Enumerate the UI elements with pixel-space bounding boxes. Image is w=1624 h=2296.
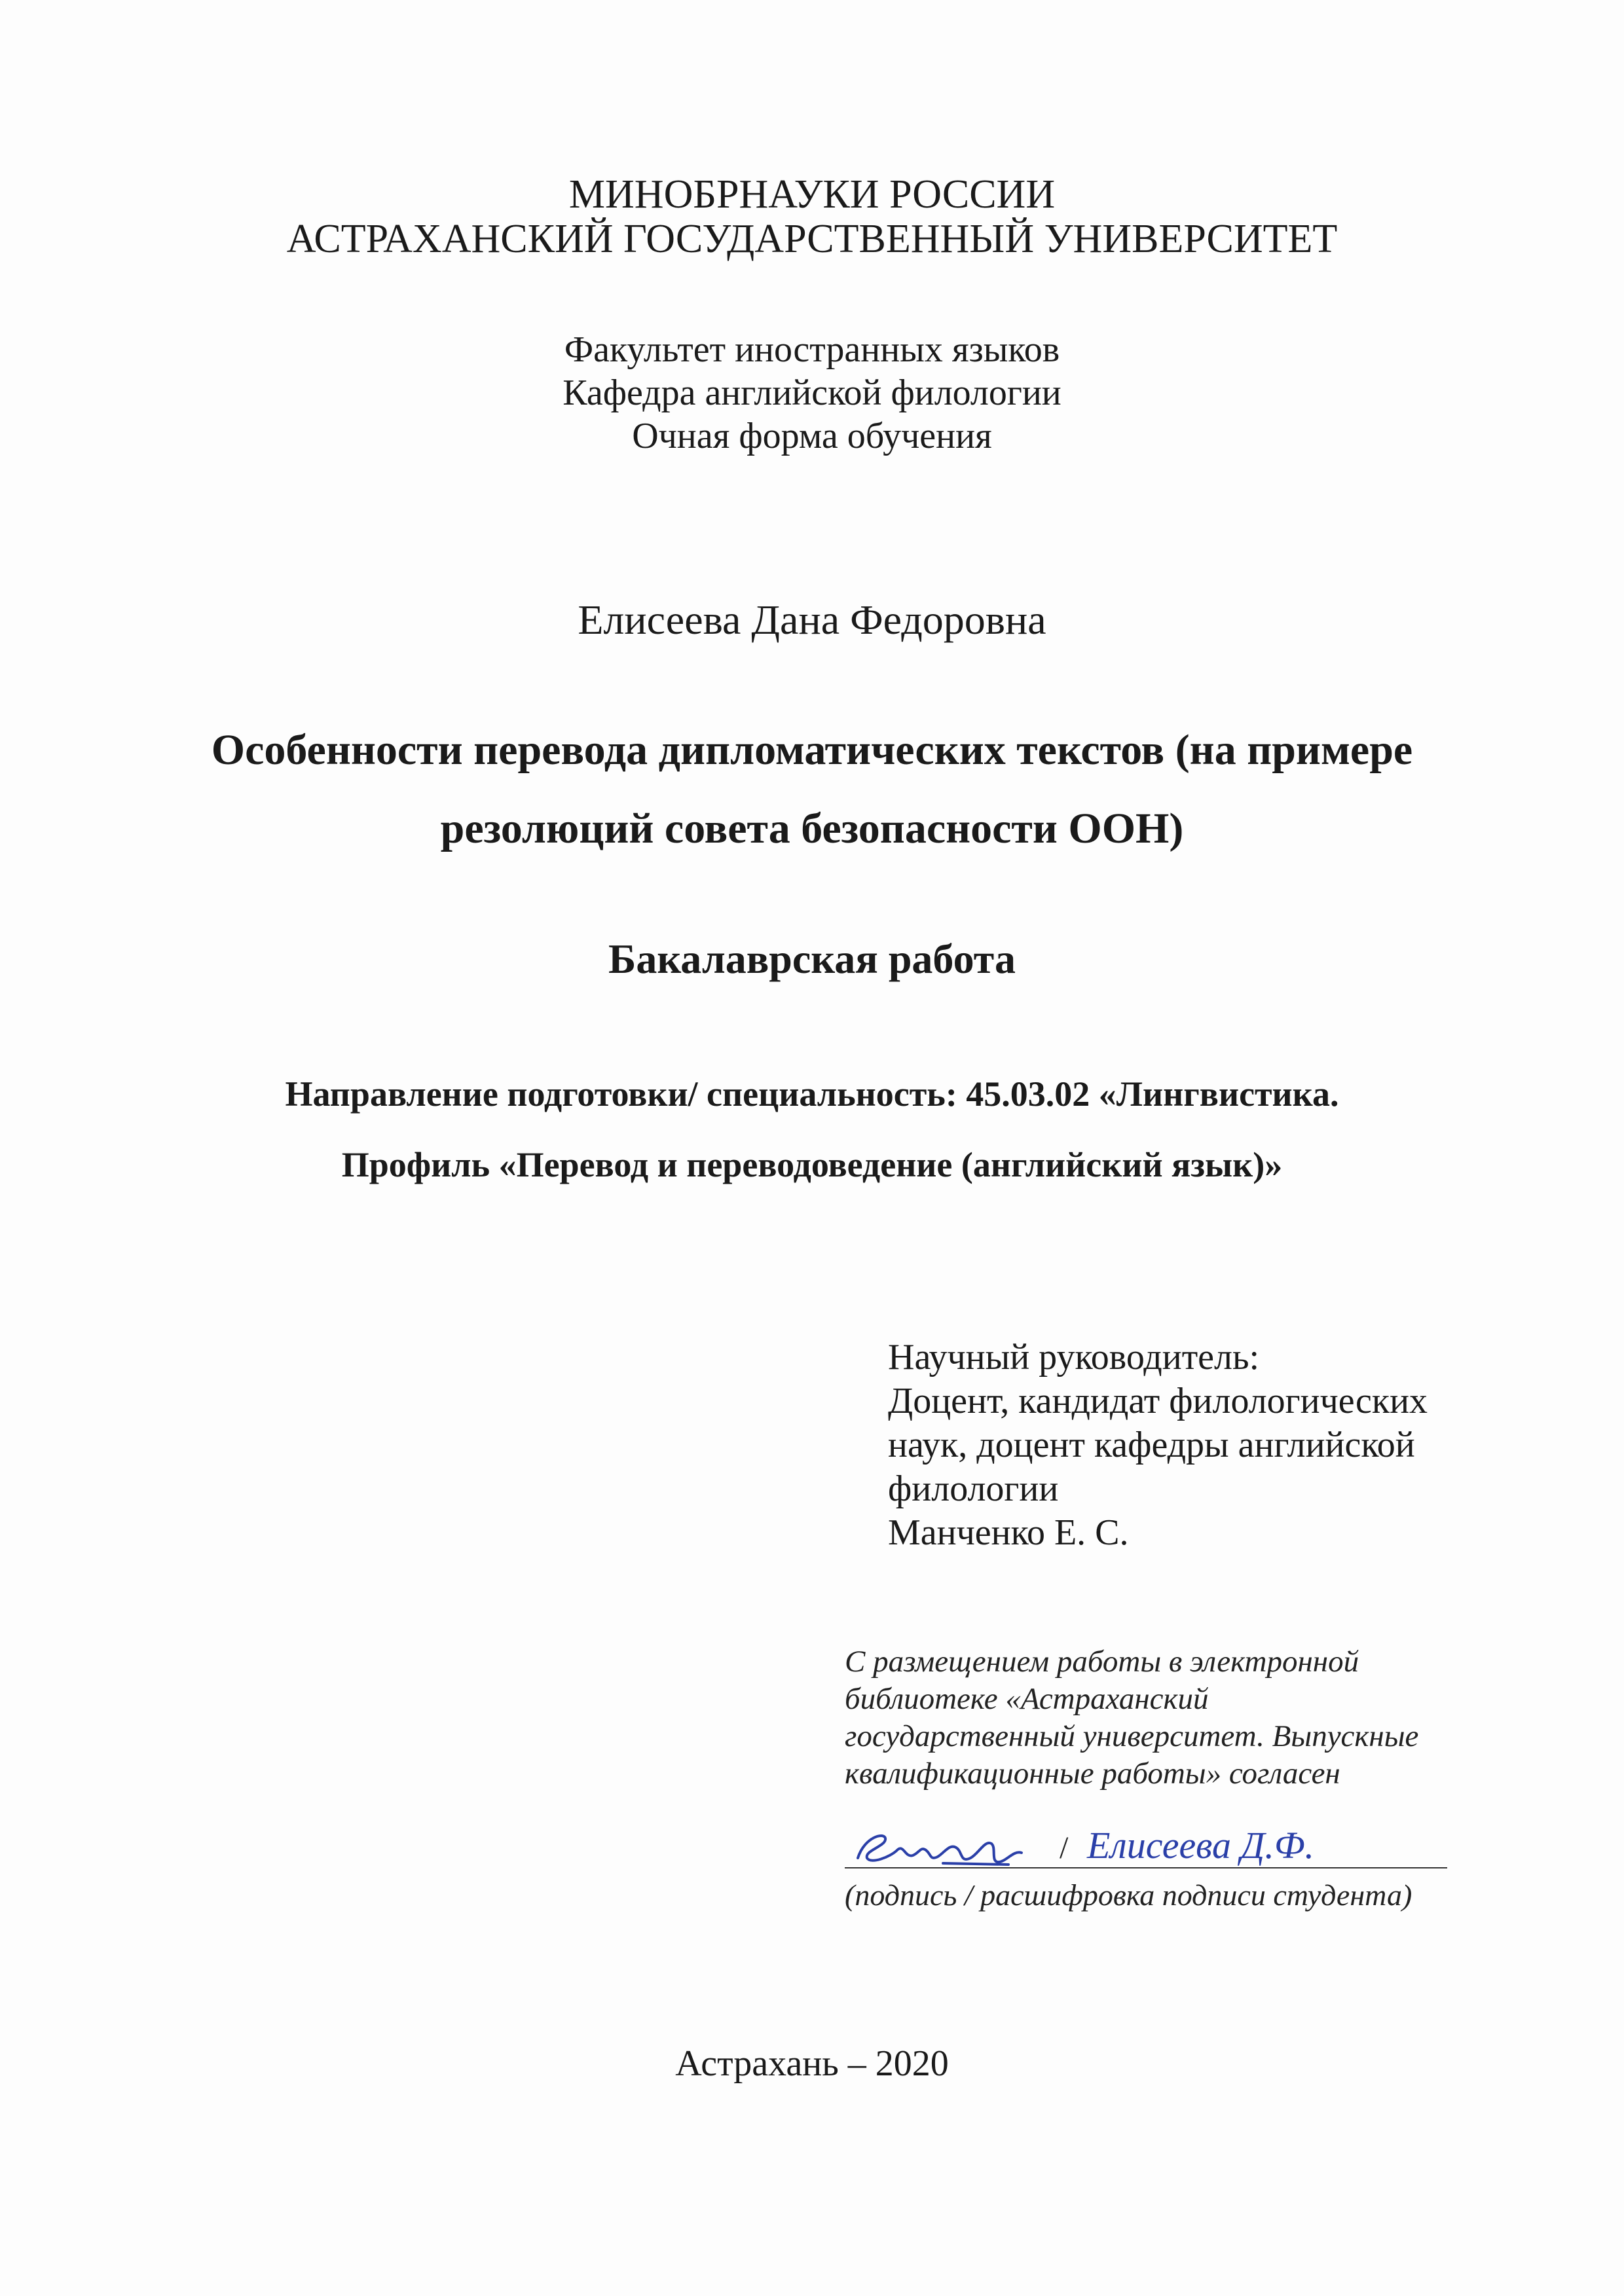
direction-line-2: Профиль «Перевод и переводоведение (английский язык)» [341,1145,1283,1184]
supervisor-block [888,1336,1504,1555]
signature-scribble [858,1836,1022,1865]
consent-line-3: государственный университет. Выпускные [845,1719,1419,1753]
supervisor-name: Манченко Е. С. [888,1512,1129,1553]
author-name: Елисеева Дана Федоровна [578,596,1046,643]
library-consent [845,1643,1500,1793]
thesis-title-line-1: Особенности перевода дипломатических текстов (на примере [211,726,1413,774]
signature-separator: / [1060,1831,1069,1865]
supervisor-position-line-2: наук, доцент кафедры английской [888,1425,1415,1465]
supervisor-position-line-3: филологии [888,1468,1059,1509]
consent-line-2: библиотеке «Астраханский [845,1682,1209,1716]
handwritten-name-decoding: Елисеева Д.Ф. [1087,1824,1315,1867]
signature-caption: (подпись / расшифровка подписи студента) [845,1878,1412,1912]
signature-line [845,1824,1447,1872]
direction-line-1: Направление подготовки/ специальность: 45.03.02 «Лингвистика. [285,1074,1339,1114]
faculty-name: Факультет иностранных языков [564,329,1060,370]
study-form: Очная форма обучения [632,416,992,456]
department-name: Кафедра английской филологии [563,373,1061,413]
handwritten-signatures [845,1824,1447,1870]
work-type: Бакалаврская работа [608,936,1016,982]
thesis-title-line-2: резолюций совета безопасности ООН) [440,805,1184,852]
supervisor-label: Научный руководитель: [888,1337,1260,1377]
city-year: Астрахань – 2020 [675,2043,949,2084]
consent-line-4: квалификационные работы» согласен [845,1757,1340,1791]
ministry-name: МИНОБРНАУКИ РОССИИ [568,172,1056,217]
supervisor-position-line-1: Доцент, кандидат филологических [888,1381,1428,1421]
university-name: АСТРАХАНСКИЙ ГОСУДАРСТВЕННЫЙ УНИВЕРСИТЕТ [286,217,1338,261]
consent-line-1: С размещением работы в электронной [845,1645,1359,1679]
